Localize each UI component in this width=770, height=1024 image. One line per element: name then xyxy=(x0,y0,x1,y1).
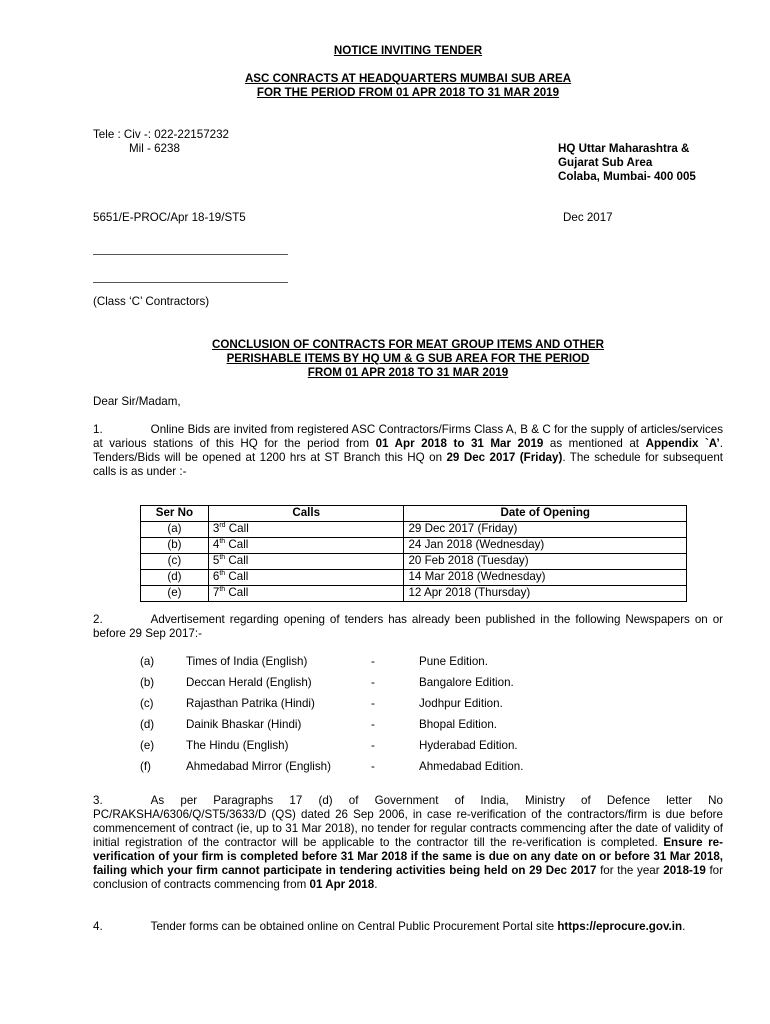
table-row: (b) 4th Call 24 Jan 2018 (Wednesday) xyxy=(141,538,687,554)
address-line1: HQ Uttar Maharashtra & xyxy=(558,142,690,155)
paragraph-1-number: 1. xyxy=(93,423,103,436)
paragraph-4-number: 4. xyxy=(93,920,103,933)
document-subtitle-line2: FOR THE PERIOD FROM 01 APR 2018 TO 31 MAR 2019 xyxy=(256,86,560,99)
paragraph-3-number: 3. xyxy=(93,794,103,807)
paragraph-3: 3. As per Paragraphs 17 (d) of Government of India, Ministry of Defence letter No PC/RAKSHA/6306/Q/ST5/3633/D (QS) dated 26 Sep 2006, in case re-verification of the contractors/firm is due before commencement of contract (ie, up to 31 Mar 2018), no tender for regular contracts commencing after the date of validity of initial registration of the contractor will be applicable to the contractor till the re-verification is completed. Ensure re-verification of your firm is completed before 31 Mar 2018 if the same is due on any date on or before 31 Mar 2018, failing which your firm cannot participate in tendering activities being held on 29 Dec 2017 for the year 2018-19 for conclusion of contracts commencing from 01 Apr 2018. xyxy=(93,794,723,891)
address-line2: Gujarat Sub Area xyxy=(558,156,653,169)
tele-civ: Tele : Civ -: 022-22157232 xyxy=(93,128,229,141)
eprocure-link[interactable]: https://eprocure.gov.in xyxy=(557,920,683,933)
list-item: (d) Dainik Bhaskar (Hindi) - Bhopal Edition. xyxy=(140,718,497,731)
address-blank-line1 xyxy=(93,254,288,255)
header-calls: Calls xyxy=(208,506,404,522)
list-item: (f) Ahmedabad Mirror (English) - Ahmedabad Edition. xyxy=(140,760,524,773)
letter-date: Dec 2017 xyxy=(563,211,613,224)
paragraph-2-number: 2. xyxy=(93,613,103,626)
calls-schedule-table xyxy=(140,505,687,602)
header-date-of-opening: Date of Opening xyxy=(404,506,687,522)
subject-line3: FROM 01 APR 2018 TO 31 MAR 2019 xyxy=(307,366,509,379)
recipient-label: (Class ‘C’ Contractors) xyxy=(93,295,210,308)
list-item: (b) Deccan Herald (English) - Bangalore Edition. xyxy=(140,676,514,689)
subject-line1: CONCLUSION OF CONTRACTS FOR MEAT GROUP ITEMS AND OTHER xyxy=(211,338,605,351)
list-item: (c) Rajasthan Patrika (Hindi) - Jodhpur Edition. xyxy=(140,697,503,710)
list-item: (e) The Hindu (English) - Hyderabad Edition. xyxy=(140,739,518,752)
salutation: Dear Sir/Madam, xyxy=(93,395,181,408)
paragraph-4: 4. Tender forms can be obtained online on Central Public Procurement Portal site https://eprocure.gov.in. xyxy=(93,920,686,933)
document-title: NOTICE INVITING TENDER xyxy=(333,44,483,57)
address-line3: Colaba, Mumbai- 400 005 xyxy=(558,170,696,183)
paragraph-2: 2. Advertisement regarding opening of tenders has already been published in the following Newspapers on or before 29 Sep 2017:- xyxy=(93,613,723,640)
header-ser-no: Ser No xyxy=(141,506,209,522)
table-header-row xyxy=(141,506,687,522)
tele-mil: Mil - 6238 xyxy=(129,142,180,155)
subject-line2: PERISHABLE ITEMS BY HQ UM & G SUB AREA FOR THE PERIOD xyxy=(226,352,590,365)
reference-number: 5651/E-PROC/Apr 18-19/ST5 xyxy=(93,211,246,224)
document-subtitle-line1: ASC CONRACTS AT HEADQUARTERS MUMBAI SUB AREA xyxy=(244,72,572,85)
paragraph-1: 1. Online Bids are invited from registered ASC Contractors/Firms Class A, B & C for the supply of articles/services at various stations of this HQ for the period from 01 Apr 2018 to 31 Mar 2019 as mentioned at Appendix `A’. Tenders/Bids will be opened at 1200 hrs at ST Branch this HQ on 29 Dec 2017 (Friday). The schedule for subsequent calls is as under :- xyxy=(93,423,723,478)
table-row: (e) 7th Call 12 Apr 2018 (Thursday) xyxy=(141,586,687,602)
list-item: (a) Times of India (English) - Pune Edition. xyxy=(140,655,488,668)
table-row: (a) 3rd Call 29 Dec 2017 (Friday) xyxy=(141,522,687,538)
table-row: (c) 5th Call 20 Feb 2018 (Tuesday) xyxy=(141,554,687,570)
address-blank-line2 xyxy=(93,282,288,283)
table-row: (d) 6th Call 14 Mar 2018 (Wednesday) xyxy=(141,570,687,586)
